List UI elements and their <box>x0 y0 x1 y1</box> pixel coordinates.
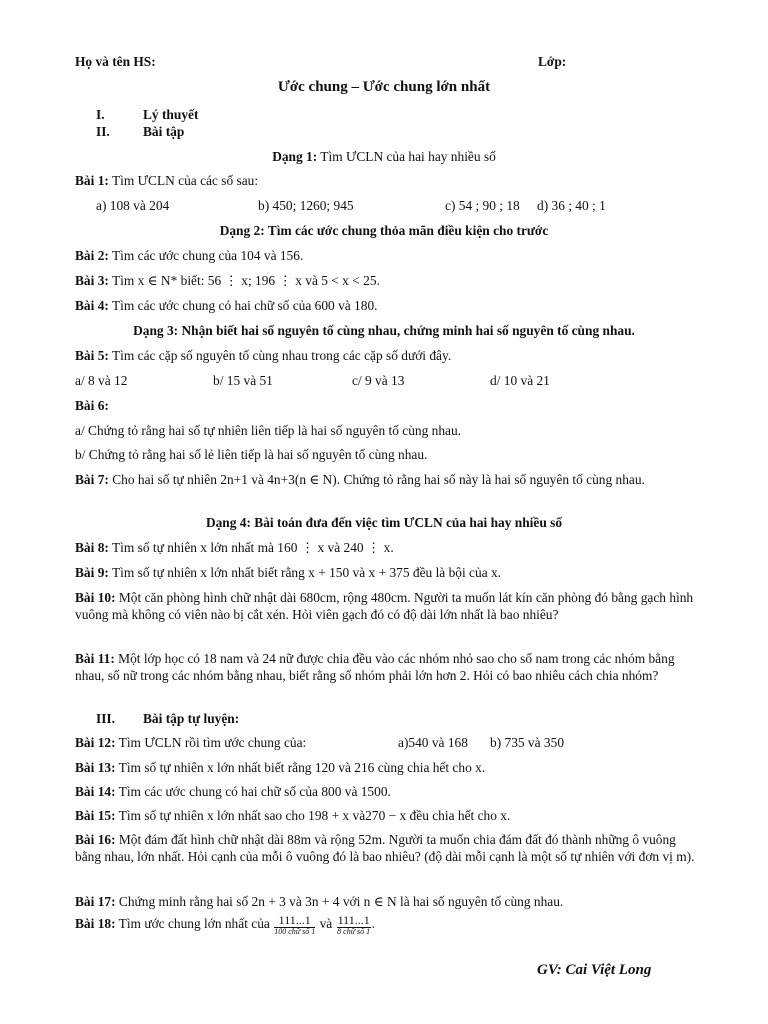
bai-8 <box>75 539 394 556</box>
bai-11 <box>75 650 695 684</box>
bai-1-text: Tìm ƯCLN của các số sau: <box>108 173 259 188</box>
bai-5-option-d: d/ 10 và 21 <box>490 373 550 388</box>
bai-11-text: Một lớp học có 18 nam và 24 nữ được chia đều vào các nhóm nhỏ sao cho số nam trong các nhóm bằng nhau, số nữ trong các nhóm bằng nhau, biết rằng số nhóm phải lớn hơn 2. Hỏi có bao nhiêu cách chia nhóm? <box>75 651 675 684</box>
bai-8-label: Bài 8: <box>75 540 109 555</box>
bai-1-option-b: b) 450; 1260; 945 <box>258 198 354 213</box>
bai-16 <box>75 831 695 865</box>
dang-1-label: Dạng 1: <box>272 149 318 164</box>
bai-17-label: Bài 17: <box>75 894 116 909</box>
bai-4 <box>75 297 377 314</box>
bai-2-label: Bài 2: <box>75 248 109 263</box>
bai-7-label: Bài 7: <box>75 472 109 487</box>
section-1-number: I. <box>96 107 105 122</box>
bai-9-label: Bài 9: <box>75 565 109 580</box>
bai-4-label: Bài 4: <box>75 298 109 313</box>
bai-7-text: Cho hai số tự nhiên 2n+1 và 4n+3(n ∈ N). Chứng tỏ rằng hai số này là hai số nguyên tố cùng nhau. <box>108 472 645 487</box>
bai-1-option-d: d) 36 ; 40 ; 1 <box>537 198 606 213</box>
bai-6-part-b: b/ Chứng tỏ rằng hai số lẻ liên tiếp là hai số nguyên tố cùng nhau. <box>75 447 428 462</box>
bai-5 <box>75 347 451 364</box>
fraction-1 <box>274 914 315 936</box>
fraction-2-numerator: 111...1 <box>337 913 370 927</box>
section-3-title: Bài tập tự luyện: <box>143 711 240 726</box>
bai-5-option-c: c/ 9 và 13 <box>352 373 405 388</box>
bai-12-label: Bài 12: <box>75 735 116 750</box>
bai-12-option-a: a)540 và 168 <box>398 735 468 750</box>
bai-5-option-b: b/ 15 và 51 <box>213 373 273 388</box>
bai-13-text: Tìm số tự nhiên x lớn nhất biết rằng 120 và 216 cùng chia hết cho x. <box>115 760 486 775</box>
dang-1-heading <box>0 148 768 165</box>
bai-17-text: Chứng minh rằng hai số 2n + 3 và 3n + 4 với n ∈ N là hai số nguyên tố cùng nhau. <box>115 894 564 909</box>
bai-18 <box>75 914 375 936</box>
bai-4-text: Tìm các ước chung có hai chữ số của 600 và 180. <box>108 298 378 313</box>
bai-7 <box>75 471 695 488</box>
fraction-2-denominator: 8 chữ số 1 <box>337 926 371 936</box>
bai-18-text: Tìm ước chung lớn nhất của <box>115 916 270 932</box>
bai-17 <box>75 893 563 910</box>
section-2-number: II. <box>96 124 110 139</box>
bai-8-text: Tìm số tự nhiên x lớn nhất mà 160 ⋮ x và 240 ⋮ x. <box>108 540 394 555</box>
bai-14 <box>75 783 391 800</box>
section-1-title: Lý thuyết <box>143 107 199 122</box>
bai-10-text: Một căn phòng hình chữ nhật dài 680cm, rộng 480cm. Người ta muốn lát kín căn phòng đó bằng gạch hình vuông mà không có viên nào bị cắt xén. Hỏi viên gạch đó có độ dài lớn nhất là bao nhiêu? <box>75 590 694 623</box>
bai-3-label: Bài 3: <box>75 273 109 288</box>
bai-2 <box>75 247 303 264</box>
class-label: Lớp: <box>538 54 567 69</box>
bai-5-label: Bài 5: <box>75 348 109 363</box>
bai-12-option-b: b) 735 và 350 <box>490 735 565 750</box>
bai-5-text: Tìm các cặp số nguyên tố cùng nhau trong các cặp số dưới đây. <box>108 348 452 363</box>
bai-3 <box>75 272 380 289</box>
section-2-title: Bài tập <box>143 124 185 139</box>
bai-18-join: và <box>319 916 333 932</box>
dang-3-heading <box>0 322 768 339</box>
bai-1-label: Bài 1: <box>75 173 109 188</box>
dang-4-heading <box>0 514 768 531</box>
dang-3-text: Nhận biết hai số nguyên tố cùng nhau, chứng minh hai số nguyên tố cùng nhau. <box>178 323 635 338</box>
bai-15 <box>75 807 510 824</box>
bai-18-end: . <box>371 916 376 932</box>
bai-13-label: Bài 13: <box>75 760 116 775</box>
student-name-label: Họ và tên HS: <box>75 54 156 69</box>
bai-5-option-a: a/ 8 và 12 <box>75 373 128 388</box>
bai-1 <box>75 172 258 189</box>
bai-10-label: Bài 10: <box>75 590 116 605</box>
bai-6-part-a: a/ Chứng tỏ rằng hai số tự nhiên liên tiếp là hai số nguyên tố cùng nhau. <box>75 423 462 438</box>
bai-1-option-a: a) 108 và 204 <box>96 198 170 213</box>
bai-1-option-c: c) 54 ; 90 ; 18 <box>445 198 520 213</box>
bai-2-text: Tìm các ước chung của 104 và 156. <box>108 248 304 263</box>
bai-10 <box>75 589 695 623</box>
bai-6-label: Bài 6: <box>75 398 109 413</box>
teacher-signature: GV: Cai Việt Long <box>537 962 652 978</box>
bai-15-text: Tìm số tự nhiên x lớn nhất sao cho 198 + x và270 − x đều chia hết cho x. <box>115 808 511 823</box>
dang-2-heading <box>0 222 768 239</box>
fraction-1-numerator: 111...1 <box>274 914 315 928</box>
bai-13 <box>75 759 485 776</box>
bai-12-text: Tìm ƯCLN rồi tìm ước chung của: <box>115 735 307 750</box>
bai-16-label: Bài 16: <box>75 832 116 847</box>
section-3-number: III. <box>96 711 115 726</box>
dang-4-text: Bài toán đưa đến việc tìm ƯCLN của hai hay nhiều số <box>250 515 563 530</box>
fraction-1-denominator: 100 chữ số 1 <box>274 926 316 936</box>
bai-14-label: Bài 14: <box>75 784 116 799</box>
bai-18-label: Bài 18: <box>75 916 116 932</box>
dang-4-label: Dạng 4: <box>205 515 251 530</box>
bai-14-text: Tìm các ước chung có hai chữ số của 800 và 1500. <box>115 784 391 799</box>
bai-11-label: Bài 11: <box>75 651 115 666</box>
bai-3-text: Tìm x ∈ N* biết: 56 ⋮ x; 196 ⋮ x và 5 < x < 25. <box>108 273 380 288</box>
dang-2-text: Tìm các ước chung thỏa mãn điều kiện cho trước <box>264 223 549 238</box>
bai-16-text: Một đám đất hình chữ nhật dài 88m và rộng 52m. Người ta muốn chia đám đất đó thành những ô vuông bằng nhau, lớn nhất. Hỏi cạnh của mỗi ô vuông đó là bao nhiêu? (độ dài mỗi cạnh là một số tự nhiên với đơn vị m). <box>75 832 695 865</box>
fraction-2 <box>337 914 371 936</box>
bai-9-text: Tìm số tự nhiên x lớn nhất biết rằng x + 150 và x + 375 đều là bội của x. <box>108 565 502 580</box>
bai-9 <box>75 564 501 581</box>
dang-1-text: Tìm ƯCLN của hai hay nhiều số <box>317 149 496 164</box>
page-title: Ước chung – Ước chung lớn nhất <box>277 79 491 95</box>
dang-2-label: Dạng 2: <box>219 223 265 238</box>
dang-3-label: Dạng 3: <box>133 323 179 338</box>
bai-12 <box>75 734 306 751</box>
bai-15-label: Bài 15: <box>75 808 116 823</box>
